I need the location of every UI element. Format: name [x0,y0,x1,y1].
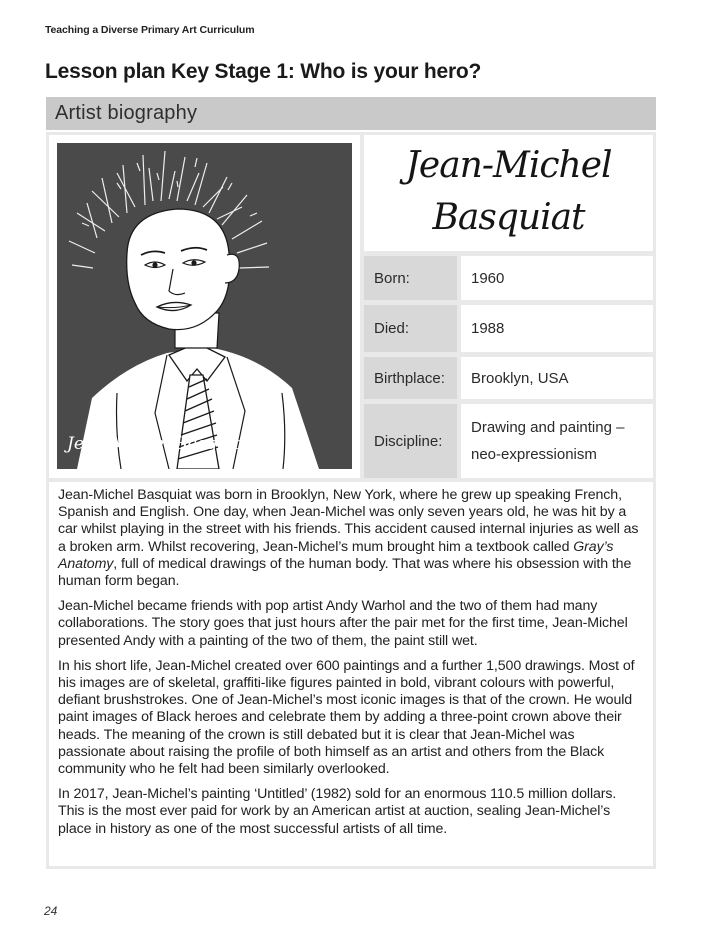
bio-paragraph: In 2017, Jean-Michel’s painting ‘Untitled’ (1982) sold for an enormous 110.5 million dollars. This is the most ever paid for work by an American artist at auction, sealing Jean-Michel’s place in history as one of the most successful artists of all time. [58,786,617,837]
discipline-value: Drawing and painting – neo-expressionism [461,404,653,478]
portrait-frame [49,135,360,478]
born-value: 1960 [461,256,653,300]
bio-text: , full of medical drawings of the human body. That was where his obsession with the human form began. [58,555,632,590]
bio-paragraph: Jean-Michel became friends with pop artist Andy Warhol and the two of them had many collaborations. The story goes that just hours after the pair met for the first time, Jean-Michel presented Andy with a painting of the two of them, the paint still wet. [58,598,628,649]
born-label: Born: [364,256,457,300]
biography-text [49,482,653,866]
birthplace-value: Brooklyn, USA [461,357,653,399]
portrait-signature: Jean-Michel Basquiat [67,434,251,454]
lesson-title: Lesson plan Key Stage 1: Who is your hero? [45,60,482,83]
book-title: Gray’s Anatomy [58,538,614,572]
bio-text: Jean-Michel Basquiat was born in Brooklyn, New York, where he grew up speaking French, Spanish and English. One day, when Jean-Michel was only seven years old, he was hit by a car whilst playing in the street with his friends. This accident caused internal injuries as well as a broken arm. Whilst recovering, Jean-Michel’s mum brought him a textbook called [58,487,639,555]
running-header: Teaching a Diverse Primary Art Curriculum [45,24,255,36]
artist-name-last: Basquiat [432,197,585,238]
died-value: 1988 [461,305,653,352]
bio-paragraph [58,487,645,590]
died-label: Died: [364,305,457,352]
page-number: 24 [44,904,58,918]
bio-paragraph: In his short life, Jean-Michel created over 600 paintings and a further 1,500 drawings. Most of his images are of skeletal, graffiti-like figures painted in bold, vibrant colours with powerful, defiant brushstrokes. One of Jean-Michel’s most iconic images is that of the crown. He would paint images of Black heroes and celebrate them by adding a three-point crown above their heads. The meaning of the crown is still debated but it is clear that Jean-Michel was passionate about raising the profile of both himself as an artist and others from the Black community who he felt had been similarly overlooked. [58,657,635,778]
artist-name-card [364,135,653,251]
birthplace-label: Birthplace: [364,357,457,399]
section-heading: Artist biography [46,97,656,130]
discipline-label: Discipline: [364,404,457,478]
artist-portrait-illustration [57,143,352,469]
artist-name-first: Jean-Michel [405,145,612,186]
